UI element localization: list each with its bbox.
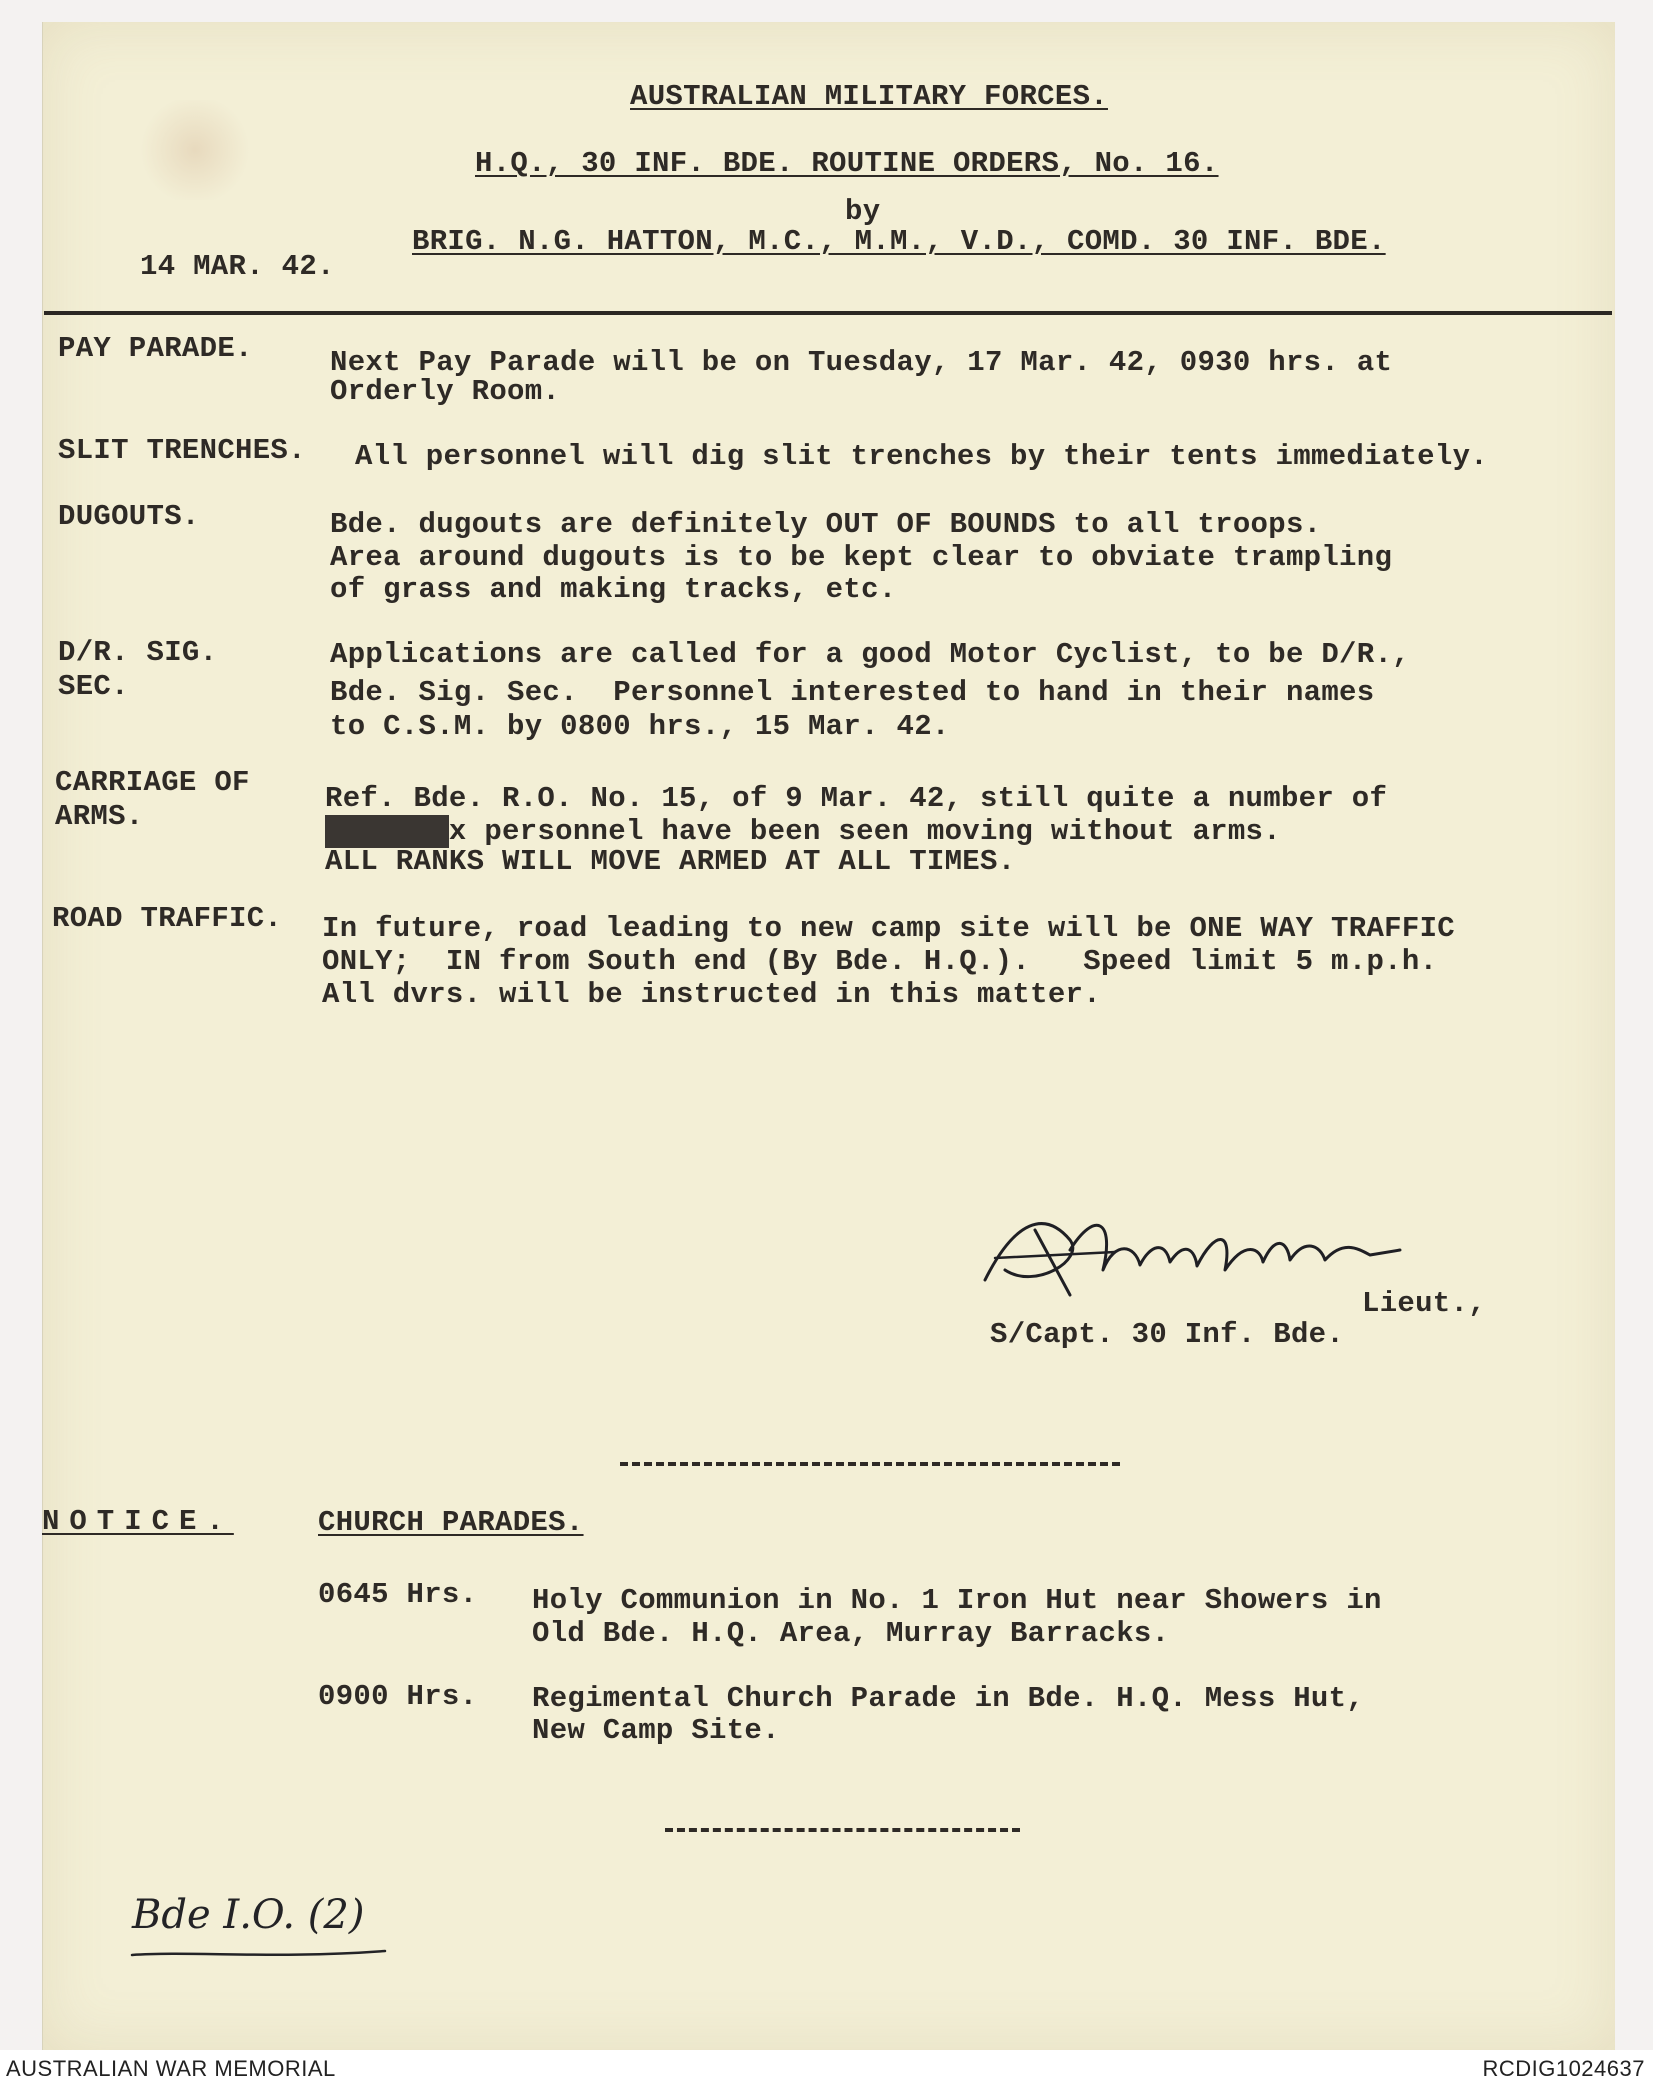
order-heading-carriage-line2: ARMS. xyxy=(55,800,144,833)
order-heading-pay-parade: PAY PARADE. xyxy=(58,332,253,365)
order-heading-dugouts: DUGOUTS. xyxy=(58,500,200,533)
order-line: to C.S.M. by 0800 hrs., 15 Mar. 42. xyxy=(330,710,950,743)
footer-record-id: RCDIG1024637 xyxy=(1482,2056,1645,2081)
document-title: H.Q., 30 INF. BDE. ROUTINE ORDERS, No. 16. xyxy=(475,147,1219,180)
order-line: of grass and making tracks, etc. xyxy=(330,573,897,606)
order-heading-dr-sig: D/R. SIG. xyxy=(58,636,218,669)
by-line: by xyxy=(845,195,881,228)
order-heading-slit-trenches: SLIT TRENCHES. xyxy=(58,434,306,467)
order-line: Ref. Bde. R.O. No. 15, of 9 Mar. 42, still quite a number of xyxy=(325,782,1388,815)
order-heading-carriage-of-arms: CARRIAGE OF xyxy=(55,766,250,799)
header-rule xyxy=(44,311,1612,315)
document-page xyxy=(42,22,1615,2050)
signatory-appointment: S/Capt. 30 Inf. Bde. xyxy=(990,1318,1345,1351)
notice-line: Holy Communion in No. 1 Iron Hut near Showers in xyxy=(532,1584,1382,1617)
handwritten-distribution-note: Bde I.O. (2) xyxy=(132,1892,365,1938)
order-line-text: x personnel have been seen moving without arms. xyxy=(448,815,1281,848)
order-date: 14 MAR. 42. xyxy=(140,250,335,283)
order-line: ALL RANKS WILL MOVE ARMED AT ALL TIMES. xyxy=(325,845,1016,878)
notice-line: Old Bde. H.Q. Area, Murray Barracks. xyxy=(532,1617,1170,1650)
order-line: Next Pay Parade will be on Tuesday, 17 Mar. 42, 0930 hrs. at xyxy=(330,346,1393,379)
order-line: In future, road leading to new camp site will be ONE WAY TRAFFIC xyxy=(322,912,1455,945)
end-divider xyxy=(665,1828,1020,1832)
notice-label: NOTICE. xyxy=(42,1505,234,1538)
order-line: All personnel will dig slit trenches by their tents immediately. xyxy=(355,440,1488,473)
footer-institution: AUSTRALIAN WAR MEMORIAL xyxy=(6,2056,336,2081)
signatory-rank: Lieut., xyxy=(1362,1287,1486,1320)
notice-time: 0900 Hrs. xyxy=(318,1680,478,1713)
order-line: Bde. dugouts are definitely OUT OF BOUNDS to all troops. xyxy=(330,508,1322,541)
org-heading: AUSTRALIAN MILITARY FORCES. xyxy=(630,80,1108,113)
paper-stain xyxy=(135,100,255,200)
notice-time: 0645 Hrs. xyxy=(318,1578,478,1611)
order-line: Area around dugouts is to be kept clear to obviate trampling xyxy=(330,541,1393,574)
notice-line: New Camp Site. xyxy=(532,1714,780,1747)
issuer-line: BRIG. N.G. HATTON, M.C., M.M., V.D., COMD. 30 INF. BDE. xyxy=(412,225,1386,258)
order-line-struck xyxy=(325,815,1281,848)
order-line: Orderly Room. xyxy=(330,375,561,408)
order-line: ONLY; IN from South end (By Bde. H.Q.). Speed limit 5 m.p.h. xyxy=(322,945,1438,978)
order-heading-dr-sig-line2: SEC. xyxy=(58,670,129,703)
section-divider xyxy=(620,1462,1120,1466)
order-line: Applications are called for a good Motor Cyclist, to be D/R., xyxy=(330,638,1410,671)
struck-out-word xyxy=(325,815,449,848)
notice-subject: CHURCH PARADES. xyxy=(318,1506,584,1539)
handwritten-underline xyxy=(130,1945,390,1965)
order-line: Bde. Sig. Sec. Personnel interested to hand in their names xyxy=(330,676,1375,709)
order-line: All dvrs. will be instructed in this matter. xyxy=(322,978,1101,1011)
notice-line: Regimental Church Parade in Bde. H.Q. Mess Hut, xyxy=(532,1682,1365,1715)
order-heading-road-traffic: ROAD TRAFFIC. xyxy=(52,902,283,935)
